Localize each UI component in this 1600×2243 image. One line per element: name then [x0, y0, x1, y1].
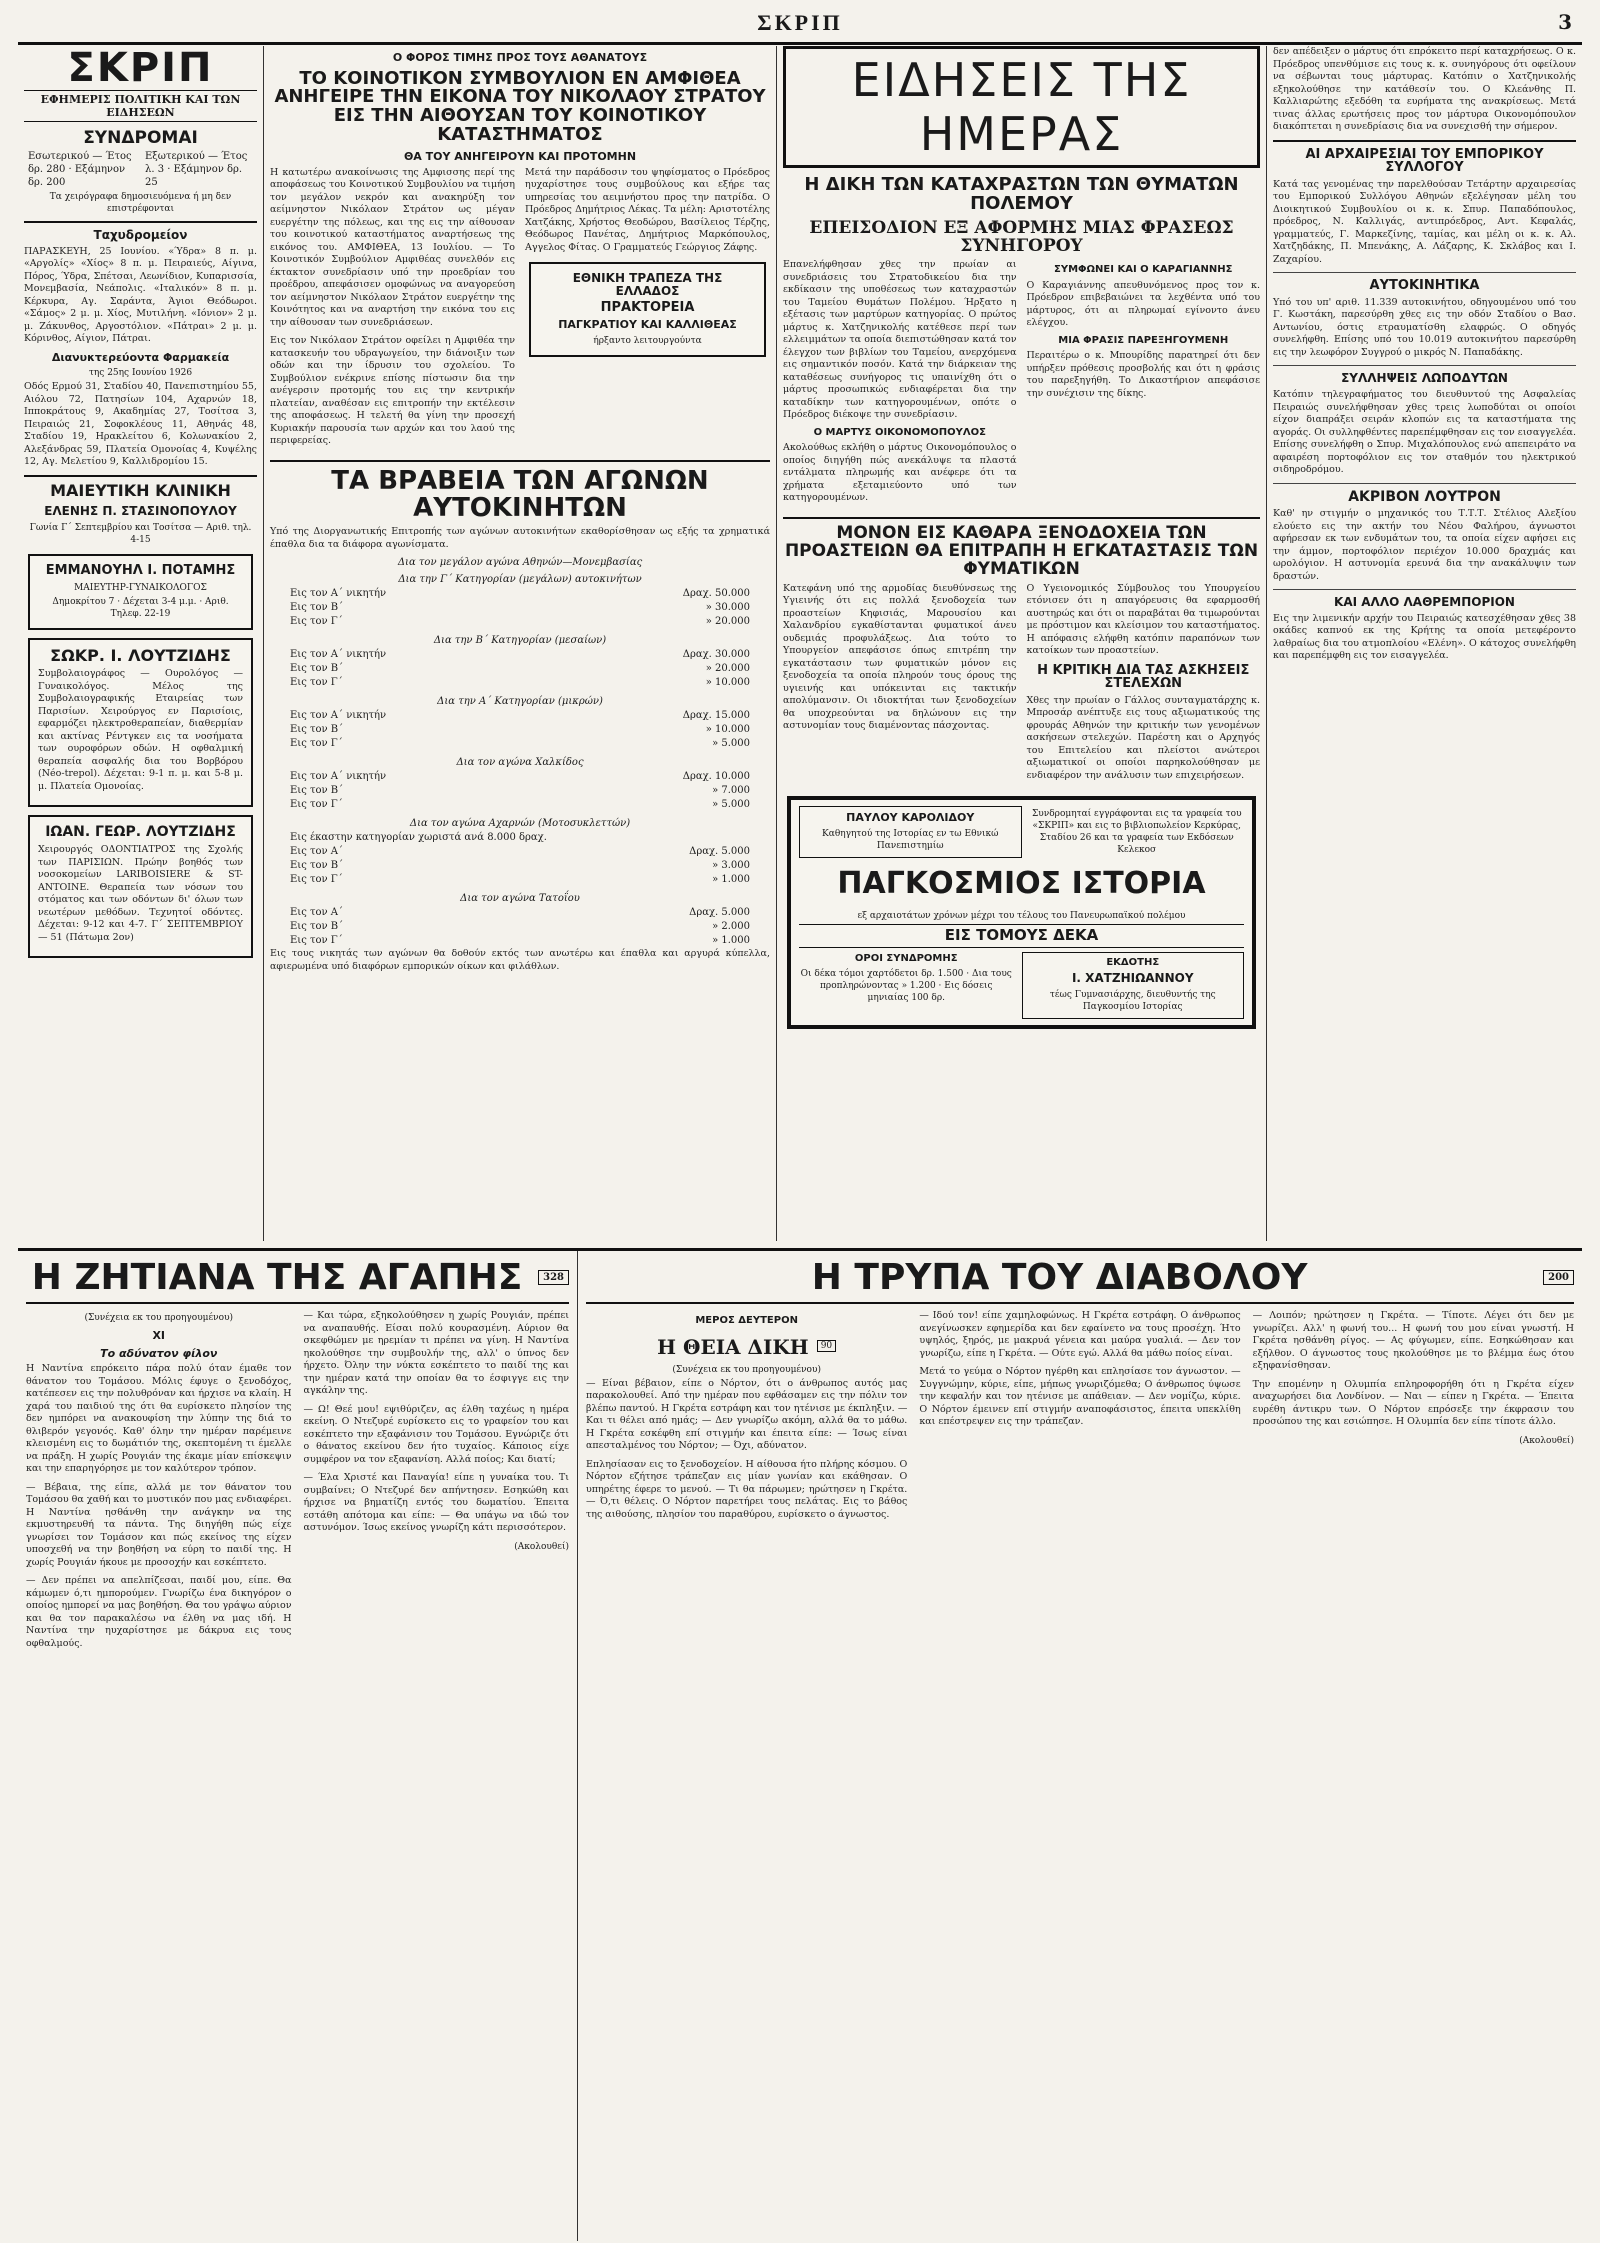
trial-p2: Ακολούθως εκλήθη ο μάρτυς Οικονομόπουλος ο οποίος διηγήθη πώς ανεκάλυψε τα πλαστά εντάλματα πληρωμής και ανέφερε ότι τα χρήματα εξεταμιεύοντο υπό των κατηγορουμένων. [783, 442, 1017, 504]
prize-row [290, 934, 750, 948]
ad-loutzidis-i-text: Χειρουργός ΟΔΟΝΤΙΑΤΡΟΣ της Σχολής των ΠΑΡΙΣΙΩΝ. Πρώην βοηθός των νοσοκομείων LARIBOISIERE & ST-ANTOINE. Θεραπεία των νόσων του στόματος και των οδόντων δι' όλων των νεωτέρων μεθόδων. Τεχνητοί οδόντες. Δέχεται: 9-12 και 4-7. Γ΄ ΣΕΠΤΕΜΒΡΙΟΥ — 51 (Πάτωμα 2ον) [38, 844, 243, 943]
ad-loutzidis-s [28, 638, 253, 808]
ad-national-bank [529, 262, 766, 356]
prize-category: Δια την Β΄ Κατηγορίαν (μεσαίων) [433, 635, 607, 647]
prize-place: Εις τον Β΄ [290, 785, 344, 797]
prize-place: Εις τον Γ΄ [290, 616, 343, 628]
serial-right-number: 200 [1543, 1270, 1574, 1285]
critique-p1: Χθες την πρωίαν ο Γάλλος συνταγματάρχης κ. Μπροσάρ ανέπτυξε εις τους αξιωματικούς της φρουράς Αθηνών την κριτικήν των γενομένων ασκήσεων στελεχών. Παρέστη και ο Αρχηγός του Επιτελείου και πλείστοι ανώτεροι αξιωματικοί οι οποίοι παρηκολούθησαν με ενδιαφέρον την ανάλυσιν των επιχειρήσεων. [1026, 694, 1260, 781]
prize-amount: » 20.000 [705, 663, 750, 675]
prize-row [290, 587, 750, 601]
pharmacy-heading: Διανυκτερεύοντα Φαρμακεία [51, 350, 230, 364]
prize-row [290, 798, 750, 812]
prize-row [290, 615, 750, 629]
trial-sub-phrase: ΜΙΑ ΦΡΑΣΙΣ ΠΑΡΕΞΗΓΟΥΜΕΝΗ [1058, 334, 1229, 346]
ad-history-terms: Οι δέκα τόμοι χαρτόδετοι δρ. 1.500 · Δια τους προπληρώνοντας » 1.200 · Εις δόσεις μηνιαίας 100 δρ. [800, 969, 1012, 1004]
serial-left [18, 1251, 578, 2241]
prize-category: Δια τον αγώνα Χαλκίδος [456, 757, 584, 769]
ad-history-publisher-sub: τέως Γυμνασιάρχης, διευθυντής της Παγκοσμίου Ιστορίας [1049, 989, 1216, 1012]
elections-text: Κατά τας γενομένας την παρελθούσαν Τετάρτην αρχαιρεσίας του Εμπορικού Συλλόγου Αθηνών εξελέγησαν μέλη του Διοικητικού Συμβουλίου οι κ. κ. Σπυρ. Παπαδόπουλος, πρόεδρος, Ν. Καλλιγάς, αντιπρόεδρος, Αντ. Κεφαλάς, γραμματεύς, Γ. Μαρκεζίνης, ταμίας, και μέλη οι κ. κ. Αλ. Χατζηδάκης, Π. Μπενάκης, Α. Λάζαρης, Κ. Σκλάβος και Ι. Ζαχαρίου. [1273, 178, 1576, 265]
serial-left-header [26, 1257, 569, 1304]
hotels-p1: Κατεφάνη υπό της αρμοδίας διευθύνσεως της Υγιεινής ότι εις πολλά ξενοδοχεία των προαστείων Κηφισιάς, Μαρουσίου και Χαλανδρίου εγκαθίστανται φυματικοί άνευ ουδεμιάς προφυλάξεως. Δια τούτο το Υπουργείον απεφάσισε όπως επιτρέπη την εγκατάστασιν των φυματικών μόνον εις ξενοδοχεία τα οποία πληρούν τους όρους της υγιεινής και υπόκεινται εις τακτικήν απολύμανσιν. Οι ιδιοκτήται των ξενοδοχείων θα υποχρεούνται να δηλώνουν εις την αστυνομίαν τους διαμένοντας πάσχοντας. [783, 582, 1017, 731]
prize-amount: Δραχ. 5.000 [689, 846, 750, 858]
article-tribute-p2: Εις τον Νικόλαον Στράτον οφείλει η Αμφιθέα την κατασκευήν του υδραγωγείου, την διάνοιξιν των οδών και την ίδρυσιν του σχολείου. Το Συμβούλιον ενέκρινε επίσης πίστωσιν δια την ανέγερσιν προτομής του εις την κεντρικήν πλατείαν, αναθέσαν εις επιτροπήν την εκτέλεσιν της αποφάσεως. Η τελετή θα γίνη την προσεχή Κυριακήν παρουσία των αρχών και του λαού της περιφερείας. [270, 335, 515, 447]
prize-place: Εις τον Γ΄ [290, 738, 343, 750]
prizes-headline: ΤΑ ΒΡΑΒΕΙΑ ΤΩΝ ΑΓΩΝΩΝ ΑΥΤΟΚΙΝΗΤΩΝ [331, 465, 709, 523]
prize-row [290, 662, 750, 676]
prize-amount: » 7.000 [712, 785, 750, 797]
ad-history-volumes: ΕΙΣ ΤΟΜΟΥΣ ΔΕΚΑ [799, 924, 1244, 948]
serial-right-p5: — Λοιπόν; ηρώτησεν η Γκρέτα. — Τίποτε. Λέγει ότι δεν με γνωρίζει. Αλλ' η φωνή του... Η φωνή του μου είναι γνωστή. Η Γκρέτα ησθάνθη ρίγος. — Ας φύγωμεν, είπε. Εσηκώθησαν και εξήλθον. Ο άγνωστος τους ηκολούθησε με το βλέμμα έως ότου εξηφανίσθησαν. [1252, 1310, 1574, 1371]
page-number: 3 [1558, 10, 1572, 34]
ad-clinic-title: ΜΑΙΕΥΤΙΚΗ ΚΛΙΝΙΚΗ [50, 480, 231, 500]
pharmacy-date: της 25ης Ιουνίου 1926 [88, 368, 193, 379]
serial-left-chapter: ΧΙ [152, 1329, 166, 1342]
subscriptions-domestic: Εσωτερικού — Έτος δρ. 280 · Εξάμηνον δρ. 200 [28, 151, 132, 188]
column-1 [18, 46, 264, 1241]
prize-row [290, 709, 750, 723]
article-tribute-body [270, 167, 770, 454]
serial-right-subtitle: Η ΘΕΙΑ ΔΙΚΗ [657, 1334, 809, 1359]
serial-left-p6: — Έλα Χριστέ και Παναγία! είπε η γυναίκα του. Τι συμβαίνει; Ο Ντεζυρέ δεν απήντησεν. Εσηκώθη και ήρχισε να βηματίζη εντός του δωματίου. Έπειτα εστάθη απότομα και είπε: — Θα υπάγω να ιδώ τον αστυνόμον. Ίσως εκείνος γνωρίζη κάτι περισσότερον. [303, 1472, 569, 1533]
ad-loutzidis-s-text: Συμβολαιογράφος — Ουρολόγος — Γυναικολόγος. Μέλος της Συμβολαιογραφικής Εταιρείας των Παρισίων. Χειρούργος εν Παρισίοις, εφαρμόζει ηλεκτροθεραπείαν, διαθερμίαν και ακτίνας Ρέντγκεν εις τα νοσήματα των ουροφόρων οδών. Η οφθαλμική θεραπεία ασφαλής δια του Βορβόρου (Néo-trepol). Δέχεται: 9-1 π. μ. και 5-8 μ. μ. Πλατεία Ομονοίας. [38, 668, 243, 792]
prize-category: Δια τον αγώνα Αχαρνών (Μοτοσυκλεττών) [409, 818, 631, 830]
prize-place: Εις τον Α΄ νικητήν [290, 771, 387, 783]
ad-history-author: ΠΑΥΛΟΥ ΚΑΡΟΛΙΔΟΥ [846, 811, 975, 825]
serial-left-number: 328 [538, 1270, 569, 1285]
prize-category: Δια τον αγώνα Τατοΐου [460, 893, 580, 905]
subscriptions [24, 150, 257, 189]
prize-place: Εις τον Γ΄ [290, 874, 343, 886]
trial-subhead: ΕΠΕΙΣΟΔΙΟΝ ΕΞ ΑΦΟΡΜΗΣ ΜΙΑΣ ΦΡΑΣΕΩΣ ΣΥΝΗΓΟΡΟΥ [809, 217, 1234, 256]
automobiles-headline: ΑΥΤΟΚΙΝΗΤΙΚΑ [1369, 278, 1480, 294]
newspaper-tagline: ΕΦΗΜΕΡΙΣ ΠΟΛΙΤΙΚΗ ΚΑΙ ΤΩΝ ΕΙΔΗΣΕΩΝ [24, 90, 257, 122]
serial-left-p1: Η Ναντίνα επρόκειτο πάρα πολύ όταν έμαθε τον θάνατον του Τομάσου. Μόλις έφυγε ο ξενοδόχος, κατέπεσεν εις την πολυθρόναν και ήρχισε να κλαίη. Η χαρά του παιδιού της ότι θα ευρίσκετο πλησίον της δεν ημπόρει να ανακουφίση την λύπην της διά το θλιβερόν γεγονός. Καθ' όλην την ημέραν παρέμεινε κλεισμένη εις το δωμάτιόν της, σκεπτομένη τι έμελλε να πράξη. Η χωρίς Ρουγιάν της έκαμε μίαν επίσκεψιν και την επαρηγόρησε με τον καλύτερον τρόπον. [26, 1363, 292, 1475]
prize-place: Εις τον Α΄ νικητήν [290, 710, 387, 722]
prize-amount: » 1.000 [712, 874, 750, 886]
ad-world-history [787, 796, 1256, 1028]
prize-place: Εις τον Γ΄ [290, 935, 343, 947]
prize-amount: Δραχ. 30.000 [682, 649, 750, 661]
prize-row [290, 873, 750, 887]
prize-amount: » 1.000 [712, 935, 750, 947]
article-tribute-headline: ΤΟ ΚΟΙΝΟΤΙΚΟΝ ΣΥΜΒΟΥΛΙΟΝ ΕΝ ΑΜΦΙΘΕΑ ΑΝΗΓΕΙΡΕ ΤΗΝ ΕΙΚΟΝΑ ΤΟΥ ΝΙΚΟΛΑΟΥ ΣΤΡΑΤΟΥ ΕΙΣ ΤΗΝ ΑΙΘΟΥΣΑΝ ΤΟΥ ΚΟΙΝΟΤΙΚΟΥ ΚΑΤΑΣΤΗΜΑΤΟΣ [274, 67, 766, 146]
serial-left-chapter-title: Το αδύνατον φίλον [100, 1346, 218, 1360]
serial-left-continuation: (Συνέχεια εκ του προηγουμένου) [84, 1313, 234, 1323]
serial-right-continuation: (Συνέχεια εκ του προηγουμένου) [672, 1364, 821, 1375]
ad-history-author-sub: Καθηγητού της Ιστορίας εν τω Εθνικώ Πανεπιστημίω [822, 828, 999, 851]
prize-place: Εις τον Β΄ [290, 724, 344, 736]
ad-history-subscribe: Συνδρομηταί εγγράφονται εις τα γραφεία του «ΣΚΡΙΠ» και εις το βιβλιοπωλείον Κερκύρας, Σταδίου 26 και τα γραφεία των Εκδόσεων Κελεκοσ [1031, 809, 1242, 856]
serials-section [18, 1248, 1582, 2241]
ad-history-publisher-head: ΕΚΔΟΤΗΣ [1106, 956, 1160, 968]
prize-row [290, 784, 750, 798]
smuggling-headline: ΚΑΙ ΑΛΛΟ ΛΑΘΡΕΜΠΟΡΙΟΝ [1334, 595, 1515, 610]
prize-row [290, 845, 750, 859]
serial-right-p1: — Είναι βέβαιον, είπε ο Νόρτον, ότι ο άνθρωπος αυτός μας παρακολουθεί. Από την ημέραν που εφθάσαμεν εις την πόλιν τον βλέπω παντού. Η Γκρέτα εστράφη και τον ητένισε με έκπληξιν. — Και τι θέλει από ημάς; — Δεν γνωρίζω ακόμη, αλλά θα το μάθω. Η Γκρέτα εσκέφθη επί στιγμήν και έπειτα είπε: — Ίσως είναι απεσταλμένος του Νόρτον; — Όχι, αδύνατον. [586, 1377, 908, 1451]
subscriptions-title: ΣΥΝΔΡΟΜΑΙ [83, 128, 198, 148]
serial-left-p2: — Βέβαια, της είπε, αλλά με τον θάνατον του Τομάσου θα χαθή και το μυστικόν που μας ενδιαφέρει. Η Ναντίνα ησθάνθη την ανάγκην να της εκμυστηρευθή τα πάντα. Της διηγήθη πώς είχε γνωρίσει τον Τομάσον και πώς εκείνος της είχεν υποσχεθή να την βοηθήση να εύρη το παιδί της. Η χωρίς Ρουγιάν ήκουε με προσοχήν και εσκέπτετο. [26, 1481, 292, 1568]
prize-amount: » 3.000 [712, 860, 750, 872]
prize-place: Εις τον Α΄ νικητήν [290, 588, 387, 600]
serial-right-part: ΜΕΡΟΣ ΔΕΥΤΕΡΟΝ [695, 1315, 798, 1326]
prize-amount: Δραχ. 10.000 [682, 771, 750, 783]
trial-body [783, 259, 1260, 511]
thieves-text: Κατόπιν τηλεγραφήματος του διευθυντού της Ασφαλείας Πειραιώς συνελήφθησαν χθες τρεις λωποδύται οι οποίοι είχον διαπράξει σειράν κλοπών εις τα καταστήματα της αγοράς. Οι συλληφθέντες παρεπέμφθησαν εις τον εισαγγελέα. Επίσης συνελήφθη ο Σπυρ. Μιχαλόπουλος ενώ απεπειράτο να αφαιρέση πορτοφόλιον εις τον σταθμόν του ηλεκτρικού σιδηροδρόμου. [1273, 389, 1576, 476]
prize-amount: » 30.000 [705, 602, 750, 614]
prize-row [290, 723, 750, 737]
prize-place: Εις τον Α΄ νικητήν [290, 649, 387, 661]
hotels-p2: Ο Υγειονομικός Σύμβουλος του Υπουργείου ετόνισεν ότι η απαγόρευσις θα εφαρμοσθή αυστηρώς και ότι οι παραβάται θα τιμωρούνται με πρόστιμον και κλείσιμον του καταστήματος. Η απόφασις ελήφθη κατόπιν παραπόνων των κατοίκων των προαστείων. [1026, 582, 1260, 656]
article-tribute-p1: Η κατωτέρω ανακοίνωσις της Αμφισσης περί της αποφάσεως του Κοινοτικού Συμβουλίου να τιμήση τον μεγάλον νεκρόν και ανακηρύξη τον αείμνηστον Νικόλαον Στράτον ως μέγαν ευεργέτην της πόλεως, και της εις την αίθουσαν του κοινοτικού καταστήματος αναρτήσεως της εικόνος του. ΑΜΦΙΘΕΑ, 13 Ιουλίου. — Το Κοινοτικόν Συμβούλιον Αμφιθέας συνελθόν εις έκτακτον συνεδρίασιν υπό την προεδρίαν του προέδρου, απεφάσισεν ομοφώνως να αναγορεύση τον αείμνηστον Νικόλαον Στράτον ευεργέτην της Κοινότητος και να αναρτήση την εικόνα του εις την αίθουσαν των συνεδριάσεων. [270, 166, 515, 328]
prize-amount: » 10.000 [705, 677, 750, 689]
news-of-the-day-banner: ΕΙΔΗΣΕΙΣ ΤΗΣ ΗΜΕΡΑΣ [783, 46, 1260, 168]
column-3 [777, 46, 1267, 1241]
ad-potamis-text: Δημοκρίτου 7 · Δέχεται 3-4 μ.μ. · Αριθ. Τηλεφ. 22-19 [52, 596, 229, 619]
post-text: ΠΑΡΑΣΚΕΥΗ, 25 Ιουνίου. «Ύδρα» 8 π. μ. «Αργολίς» «Χίος» 8 π. μ. Πειραιεύς, Αίγινα, Πόρος, Ύδρα, Σπέτσαι, Λεωνίδιον, Κυπαρισσία, Μονεμβασία, Νεάπολις. «Ιταλικόν» 8 π. μ. Κέρκυρα, Αγ. Σαράντα, Άγιοι Θεόδωροι. «Σάμος» 2 μ. μ. Χίος, Μυτιλήνη. «Ιόνιον» 2 μ. μ. Ζάκυνθος, Αργοστόλιον. «Πάτραι» 2 μ. μ. Κόρινθος, Αίγιον, Πάτραι. [24, 245, 257, 345]
automobiles-text: Υπό του υπ' αριθ. 11.339 αυτοκινήτου, οδηγουμένου υπό του Γ. Κωστάκη, παρεσύρθη χθες εις την οδόν Σταδίου ο Βασ. Αντωνίου, όστις ετραυματίσθη ελαφρώς. Ο οδηγός συνελήφθη. Επίσης υπό του 10.019 αυτοκινήτου παρεσύρθη εις την λεωφόρον Συγγρού ο μικρός Ν. Παπαδάκης. [1273, 296, 1576, 358]
manuscripts-note: Τα χειρόγραφα δημοσιευόμενα ή μη δεν επιστρέφονται [49, 192, 232, 214]
article-tribute-kicker: Ο ΦΟΡΟΣ ΤΙΜΗΣ ΠΡΟΣ ΤΟΥΣ ΑΘΑΝΑΤΟΥΣ [392, 51, 648, 64]
ad-clinic-text: Γωνία Γ΄ Σεπτεμβρίου και Τοσίτσα — Αριθ. τηλ. 4-15 [29, 523, 252, 546]
prizes-note: Εις τους νικητάς των αγώνων θα δοθούν εκτός των ανωτέρω και έπαθλα και αργυρά κύπελλα, αφιερωμένα υπό διαφόρων εμπορικών οίκων και φιλάθλων. [270, 948, 770, 972]
masthead [18, 8, 1582, 45]
pharmacy-text: Οδός Ερμού 31, Σταδίου 40, Πανεπιστημίου 55, Αιόλου 72, Πατησίων 104, Αχαρνών 18, Ιπποκράτους 9, Ακαδημίας 27, Τοσίτσα 3, Πειραιώς 21, Σοφοκλέους 11, Αθηνάς 48, Σταδίου 19, Ηρακλείτου 6, Κολωνακίου 2, Αλεξάνδρας 59, Πλατεία Ομονοίας 4, Κυψέλης 12, Αγ. Μελετίου 9, Καλλιδρομίου 15. [24, 381, 257, 468]
prize-amount: » 20.000 [705, 616, 750, 628]
serial-left-title: Η ΖΗΤΙΑΝΑ ΤΗΣ ΑΓΑΠΗΣ [31, 1257, 523, 1298]
trial-p1: Επανελήφθησαν χθες την πρωίαν αι συνεδριάσεις του Στρατοδικείου δια την εκδίκασιν της υποθέσεως των καταχραστών του Ταμείου Θυμάτων Πολέμου. Ήρξατο η εξέτασις των μαρτύρων κατηγορίας. Ο πρώτος μάρτυς κ. Χατζηνικολής κατέθεσε περί των ελλειμμάτων τα οποία διεπιστώθησαν κατά τον έλεγχον των βιβλίων του Ταμείου, ανερχόμενα εις σημαντικόν ποσόν. Κατά την διάρκειαν της καταθέσεως συνήγορος τις υπαινίχθη ότι ο μάρτυς προσωπικώς ενδιαφέρεται δια την καταδίκην των κατηγορουμένων, οπότε ο Πρόεδρος διέκοψε την συνεδρίασιν. [783, 259, 1017, 421]
hotels-body [783, 583, 1260, 789]
prize-row [290, 648, 750, 662]
smuggling-text: Εις την λιμενικήν αρχήν του Πειραιώς κατεσχέθησαν χθες 38 οκάδες καπνού εκ της Κρήτης τα οποία μετεφέροντο λαθραίως δια του ατμοπλοίου «Ελένη». Ο κάτοχος συνελήφθη και παρεπέμφθη εις τον εισαγγελέα. [1273, 612, 1576, 662]
prize-row [290, 676, 750, 690]
ad-loutzidis-i-name: ΙΩΑΝ. ΓΕΩΡ. ΛΟΥΤΖΙΔΗΣ [45, 824, 236, 841]
subscriptions-foreign: Εξωτερικού — Έτος λ. 3 · Εξάμηνον δρ. 25 [145, 151, 248, 188]
critique-headline: Η ΚΡΙΤΙΚΗ ΔΙΑ ΤΑΣ ΑΣΚΗΣΕΙΣ ΣΤΕΛΕΧΩΝ [1037, 662, 1250, 692]
ad-clinic-name: ΕΛΕΝΗΣ Π. ΣΤΑΣΙΝΟΠΟΥΛΟΥ [44, 504, 237, 519]
ad-history-terms-head: ΟΡΟΙ ΣΥΝΔΡΟΜΗΣ [854, 952, 958, 964]
trial-headline: Η ΔΙΚΗ ΤΩΝ ΚΑΤΑΧΡΑΣΤΩΝ ΤΩΝ ΘΥΜΑΤΩΝ ΠΟΛΕΜΟΥ [804, 174, 1239, 214]
upper-columns [18, 46, 1582, 1241]
prize-category: Δια την Α΄ Κατηγορίαν (μικρών) [437, 696, 603, 708]
trial-sub-agrees: ΣΥΜΦΩΝΕΙ ΚΑΙ Ο ΚΑΡΑΓΙΑΝΝΗΣ [1054, 264, 1233, 276]
serial-right-to-be-continued: (Ακολουθεί) [1519, 1435, 1574, 1446]
prize-amount: » 10.000 [705, 724, 750, 736]
prize-amount: » 2.000 [712, 921, 750, 933]
trial-sub-witness: Ο ΜΑΡΤΥΣ ΟΙΚΟΝΟΜΟΠΟΥΛΟΣ [813, 426, 986, 438]
running-head: ΣΚΡΙΠ [757, 10, 843, 35]
article-tribute-p3: Μετά την παράδοσιν του ψηφίσματος ο Πρόεδρος ηυχαρίστησε τους συμβούλους και εξήρε τας υπηρεσίας του αειμνήστου προς την πατρίδα. Ο Πρόεδρος Δημήτριος Λέκας. Τα μέλη: Αριστοτέλης Χατζάκης, Χρήστος Θεοδώρου, Βασίλειος Τέρζης, Θεόδωρος Πανέτας, Δημήτριος Μαρκόπουλος, Αγγελος Φίτας. Ο Γραμματεύς Γεώργιος Ζάφης. [525, 166, 770, 253]
prize-category: Δια την Γ΄ Κατηγορίαν (μεγάλων) αυτοκινήτων [398, 574, 642, 586]
prize-place: Εις τον Γ΄ [290, 799, 343, 811]
bank-name: ΠΑΓΚΡΑΤΙΟΥ ΚΑΙ ΚΑΛΛΙΘΕΑΣ [558, 317, 737, 331]
prizes-race-title: Δια τον μεγάλον αγώνα Αθηνών—Μονεμβασίας [397, 557, 643, 569]
serial-right-p6: Την επομένην η Ολυμπία επληροφορήθη ότι η Γκρέτα είχεν αναχωρήσει δια Λονδίνον. — Ναι — είπεν η Γκρέτα. — Έπειτα ευρέθη άντικρυ των. Ο Νόρτον επρόσεξε την έκφρασιν του προσώπου της και εσιώπησε. Η Ολυμπία δεν είπε τίποτε άλλο. [1252, 1378, 1574, 1427]
article-tribute-subhead: ΘΑ ΤΟΥ ΑΝΗΓΕΙΡΟΥΝ ΚΑΙ ΠΡΟΤΟΜΗΝ [403, 150, 637, 164]
prizes-list [270, 574, 770, 948]
column-4 [1267, 46, 1582, 1241]
serial-left-p4: — Και τώρα, εξηκολούθησεν η χωρίς Ρουγιάν, πρέπει να αναπαυθής. Είσαι πολύ κουρασμένη. Αύριον θα σκεφθώμεν με ηρεμίαν τι πρέπει να γίνη. Η Ναντίνα ηκολούθησε την συμβουλήν της, αλλ' ο ύπνος δεν ήρχετο. Όλην την νύκτα εσκέπτετο το παιδί της και την ημέραν κατά την οποίαν θα το έσφιγγε εις την αγκάλην της. [303, 1310, 569, 1396]
post-heading: Ταχυδρομείον [93, 228, 188, 242]
prize-row [290, 859, 750, 873]
prize-row [290, 601, 750, 615]
ad-loutzidis-s-name: ΣΩΚΡ. Ι. ΛΟΥΤΖΙΔΗΣ [50, 645, 231, 665]
prize-amount: » 5.000 [712, 799, 750, 811]
prize-amount: Δραχ. 15.000 [682, 710, 750, 722]
ad-history-line: εξ αρχαιοτάτων χρόνων μέχρι του τέλους του Πανευρωπαϊκού πολέμου [857, 910, 1186, 921]
prize-place: Εις τον Β΄ [290, 921, 344, 933]
prize-place: Εις τον Β΄ [290, 860, 344, 872]
column-2 [264, 46, 777, 1241]
bath-text: Καθ' ην στιγμήν ο μηχανικός του Τ.Τ.Τ. Στέλιος Αλεξίου ελούετο εις την ακτήν του Νέου Φαλήρου, άγνωστοι αφήρεσαν εκ των ενδυμάτων του, τα οποία είχεν αφήσει εις την άμμον, πορτοφόλιον περιέχον 10.000 δραχμάς και ωρολόγιον. Η αστυνομία ερευνά δια την ανακάλυψιν των δραστών. [1273, 508, 1576, 582]
prize-place: Εις τον Α΄ [290, 907, 344, 919]
prize-amount: Δραχ. 5.000 [689, 907, 750, 919]
ad-loutzidis-i [28, 815, 253, 958]
prize-row [290, 770, 750, 784]
bank-sub: ΠΡΑΚΤΟΡΕΙΑ [600, 300, 695, 316]
prize-row [290, 831, 750, 845]
serial-right-sub-number: 90 [817, 1340, 836, 1352]
serial-right-header [586, 1257, 1574, 1304]
prize-place: Εις τον Γ΄ [290, 677, 343, 689]
trial-p4: Περαιτέρω ο κ. Μπουρίδης παρατηρεί ότι δεν υπήρξεν πρόθεσις προσβολής και ότι η φράσις του παρεξηγήθη. Το Δικαστήριον απεφάσισε την συνέχισιν της δίκης. [1026, 350, 1260, 399]
prize-place: Εις έκαστην κατηγορίαν χωριστά ανά 8.000 δραχ. [290, 832, 547, 844]
prize-row [290, 920, 750, 934]
prize-row [290, 737, 750, 751]
thieves-headline: ΣΥΛΛΗΨΕΙΣ ΛΩΠΟΔΥΤΩΝ [1341, 371, 1508, 386]
prize-row [290, 906, 750, 920]
serial-left-to-be-continued: (Ακολουθεί) [514, 1541, 569, 1552]
ad-potamis-sub: ΜΑΙΕΥΤΗΡ-ΓΥΝΑΙΚΟΛΟΓΟΣ [74, 582, 207, 593]
serial-right-p4: Μετά το γεύμα ο Νόρτον ηγέρθη και επλησίασε τον άγνωστον. — Συγγνώμην, κύριε, είπε, μήπως γνωριζόμεθα; Ο άνθρωπος ύψωσε την κεφαλήν και τον ητένισε με απάθειαν. — Δεν νομίζω, κύριε. Ο Νόρτον έμεινεν επί στιγμήν αναποφάσιστος, έπειτα υπεκλίθη και επέστρεψεν εις την τράπεζαν. [919, 1366, 1241, 1427]
bank-note: ήρξαντο λειτουργούντα [593, 335, 702, 346]
trial-continued: δεν απέδειξεν ο μάρτυς ότι επρόκειτο περί καταχρήσεως. Ο κ. Πρόεδρος υπενθύμισε εις τους κ. κ. συνηγόρους ότι οφείλουν να σέβωνται τους μάρτυρας. Κατόπιν ο Χατζηνικολής εξηκολούθησε την κατάθεσίν του. Ο Κλεάνθης Π. Καλλιαρώτης εξεδόθη τα ευρήματα της ανακρίσεως. Μετά τινας άλλας ερωτήσεις προς τον μάρτυρα Οικονομόπουλον διακόπτεται η συνεδρίασις δια να συνεχισθή την σήμερον. [1273, 46, 1576, 132]
prize-place: Εις τον Α΄ [290, 846, 344, 858]
prize-amount [650, 831, 750, 845]
bath-headline: ΑΚΡΙΒΟΝ ΛΟΥΤΡΟΝ [1348, 488, 1501, 505]
newspaper-logo: ΣΚΡΙΠ [67, 46, 214, 91]
elections-headline: ΑΙ ΑΡΧΑΙΡΕΣΙΑΙ ΤΟΥ ΕΜΠΟΡΙΚΟΥ ΣΥΛΛΟΓΟΥ [1305, 146, 1544, 176]
prize-place: Εις τον Β΄ [290, 602, 344, 614]
trial-p3: Ο Καραγιάννης απευθυνόμενος προς τον κ. Πρόεδρον επιβεβαιώνει τα λεχθέντα υπό του μάρτυρος, ότι αι πληρωμαί εγίνοντο άνευ ελέγχου. [1026, 279, 1260, 329]
ad-potamis-name: ΕΜΜΑΝΟΥΗΛ Ι. ΠΟΤΑΜΗΣ [45, 563, 236, 579]
serial-right-p2: Επλησίασαν εις το ξενοδοχείον. Η αίθουσα ήτο πλήρης κόσμου. Ο Νόρτον εζήτησε τράπεζαν εις μίαν γωνίαν και εκάθησαν. Ο υπηρέτης έφερε το μενού. — Τι θα πάρωμεν; ηρώτησεν η Γκρέτα. — Ό,τι θέλεις. Ο Νόρτον παρετήρει τους πελάτας. Εις το βάθος της αιθούσης, πλησίον του παραθύρου, ευρίσκετο ο άγνωστος. [586, 1458, 908, 1520]
serial-right-p3: — Ιδού τον! είπε χαμηλοφώνως. Η Γκρέτα εστράφη. Ο άνθρωπος ανεγίνωσκεν εφημερίδα και δεν εφαίνετο να τους προσέχη. Ήτο υψηλός, ξηρός, με μακρυά γένεια και μαύρα γυαλιά. — Δεν τον γνωρίζω, είπε η Γκρέτα. — Ούτε εγώ. Αλλά θα μάθω ποίος είναι. [919, 1310, 1241, 1359]
ad-history-title: ΠΑΓΚΟΣΜΙΟΣ ΙΣΤΟΡΙΑ [837, 866, 1206, 902]
serial-left-p3: — Δεν πρέπει να απελπίζεσαι, παιδί μου, είπε. Θα κάμωμεν ό,τι ημπορούμεν. Γνωρίζω ένα δικηγόρον ο οποίος ημπορεί να μας βοηθήση. Θα του γράψω αύριον και θα τον παρακαλέσω να έλθη να μας ιδή. Η Ναντίνα την ηυχαρίστησε με δάκρυα εις τους οφθαλμούς. [26, 1575, 292, 1649]
bank-title: ΕΘΝΙΚΗ ΤΡΑΠΕΖΑ ΤΗΣ ΕΛΛΑΔΟΣ [572, 271, 723, 298]
prize-amount: » 5.000 [712, 738, 750, 750]
prizes-intro: Υπό της Διοργανωτικής Επιτροπής των αγώνων αυτοκινήτων εκαθορίσθησαν ως εξής τα χρηματικά έπαθλα δια τα διάφορα αγωνίσματα. [270, 526, 770, 550]
serial-right-title: Η ΤΡΥΠΑ ΤΟΥ ΔΙΑΒΟΛΟΥ [811, 1257, 1308, 1298]
ad-potamis [28, 554, 253, 630]
serial-left-p5: — Ω! Θεέ μου! εψιθύριζεν, ας έλθη ταχέως η ημέρα εκείνη. Ο Ντεζυρέ ευρίσκετο εις το γραφείον του και εσκέπτετο την εξαφάνισιν του Τομάσου. Εγνώριζε ότι ο θάνατος εκείνου δεν ήτο τυχαίος. Κάποιος είχε συμφέρον να τον εξαφανίση. Αλλά ποίος; Και διατί; [303, 1403, 569, 1465]
serial-right [578, 1251, 1582, 2241]
hotels-headline: ΜΟΝΟΝ ΕΙΣ ΚΑΘΑΡΑ ΞΕΝΟΔΟΧΕΙΑ ΤΩΝ ΠΡΟΑΣΤΕΙΩΝ ΘΑ ΕΠΙΤΡΑΠΗ Η ΕΓΚΑΤΑΣΤΑΣΙΣ ΤΩΝ ΦΥΜΑΤΙΚΩΝ [784, 522, 1259, 579]
ad-history-publisher: Ι. ΧΑΤΖΗΙΩΑΝΝΟΥ [1071, 971, 1194, 986]
prize-amount: Δραχ. 50.000 [682, 588, 750, 600]
prize-place: Εις τον Β΄ [290, 663, 344, 675]
